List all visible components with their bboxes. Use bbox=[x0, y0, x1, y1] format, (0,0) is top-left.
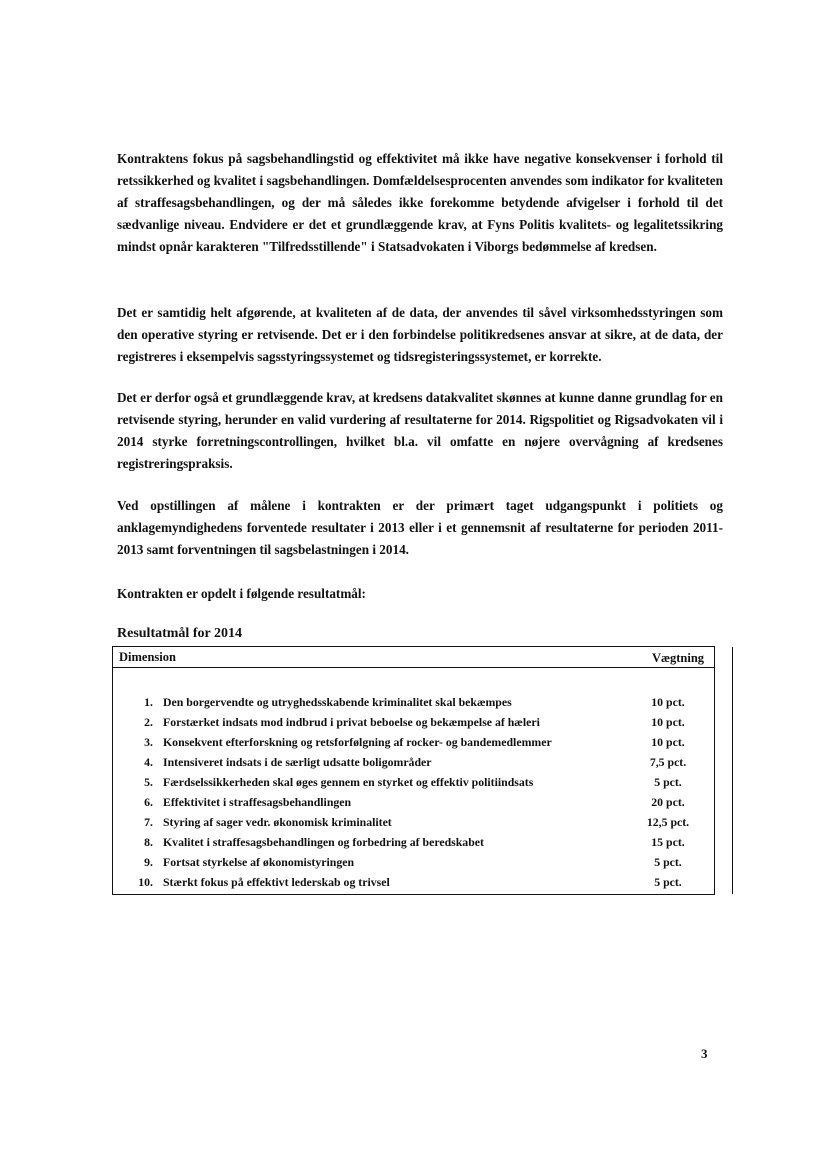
row-weight: 5 pct. bbox=[654, 775, 682, 789]
table-row bbox=[113, 815, 714, 835]
table-header-dimension: Dimension bbox=[119, 650, 176, 664]
table-row bbox=[113, 775, 714, 795]
table-row bbox=[113, 715, 714, 735]
row-dimension: Styring af sager vedr. økonomisk kriminalitet bbox=[163, 815, 392, 829]
row-number: 10. bbox=[138, 875, 153, 889]
table-row bbox=[113, 795, 714, 815]
table-row bbox=[113, 835, 714, 855]
row-weight: 20 pct. bbox=[651, 795, 685, 809]
table-header-divider bbox=[113, 667, 714, 668]
row-number: 3. bbox=[144, 735, 153, 749]
row-number: 1. bbox=[144, 695, 153, 709]
table-row bbox=[113, 855, 714, 875]
row-weight: 10 pct. bbox=[651, 695, 685, 709]
page-number: 3 bbox=[701, 1046, 708, 1061]
paragraph-intro-goals: Kontrakten er opdelt i følgende resultatmål: bbox=[117, 586, 366, 601]
row-dimension: Konsekvent efterforskning og retsforfølgning af rocker- og bandemedlemmer bbox=[163, 735, 552, 749]
paragraph-quality: Kontraktens fokus på sagsbehandlingstid og effektivitet må ikke have negative konsekvenser i forhold til retssikkerhed og kvalitet i sagsbehandlingen. Domfældelsesprocenten anvendes som indikator for kvaliteten af straffesagsbehandlingen, og der må således ikke forekomme betydende afvigelser i forhold til det sædvanlige niveau. Endvidere er det et grundlæggende krav, at Fyns Politis kvalitets- og legalitetssikring mindst opnår karakteren "Tilfredsstillende" i Statsadvokaten i Viborgs bedømmelse af kredsen. bbox=[117, 151, 723, 254]
row-number: 7. bbox=[144, 815, 153, 829]
row-weight: 7,5 pct. bbox=[649, 755, 687, 769]
row-number: 2. bbox=[144, 715, 153, 729]
table-column-divider bbox=[732, 647, 733, 894]
table-row bbox=[113, 695, 714, 715]
table-row bbox=[113, 875, 714, 895]
paragraph-baseline: Ved opstillingen af målene i kontrakten er der primært taget udgangspunkt i politiets og anklagemyndighedens forventede resultater i 2013 eller i et gennemsnit af resultaterne for perioden 2011-2013 samt forventningen til sagsbelastningen i 2014. bbox=[117, 498, 723, 557]
row-number: 5. bbox=[144, 775, 153, 789]
row-dimension: Færdselssikkerheden skal øges gennem en styrket og effektiv politiindsats bbox=[163, 775, 534, 789]
row-dimension: Intensiveret indsats i de særligt udsatte boligområder bbox=[163, 755, 432, 769]
row-number: 9. bbox=[144, 855, 153, 869]
row-weight: 15 pct. bbox=[651, 835, 685, 849]
table-row bbox=[113, 735, 714, 755]
row-dimension: Forstærket indsats mod indbrud i privat beboelse og bekæmpelse af hæleri bbox=[163, 715, 540, 729]
row-dimension: Den borgervendte og utryghedsskabende kriminalitet skal bekæmpes bbox=[163, 695, 512, 709]
row-weight: 10 pct. bbox=[651, 735, 685, 749]
row-dimension: Fortsat styrkelse af økonomistyringen bbox=[163, 855, 355, 869]
table-header-weight: Vægtning bbox=[651, 651, 705, 665]
row-weight: 5 pct. bbox=[654, 875, 682, 889]
row-number: 6. bbox=[144, 795, 153, 809]
row-dimension: Stærkt fokus på effektivt lederskab og trivsel bbox=[163, 875, 390, 889]
row-weight: 12,5 pct. bbox=[646, 815, 690, 829]
paragraph-requirement: Det er derfor også et grundlæggende krav, at kredsens datakvalitet skønnes at kunne danne grundlag for en retvisende styring, herunder en valid vurdering af resultaterne for 2014. Rigspolitiet og Rigsadvokaten vil i 2014 styrke forretningscontrollingen, hvilket bl.a. vil omfatte en nøjere overvågning af kredsenes registreringspraksis. bbox=[117, 390, 723, 471]
row-dimension: Effektivitet i straffesagsbehandlingen bbox=[163, 795, 352, 809]
row-number: 8. bbox=[144, 835, 153, 849]
section-title: Resultatmål for 2014 bbox=[117, 626, 242, 641]
table-row bbox=[113, 755, 714, 775]
row-weight: 10 pct. bbox=[651, 715, 685, 729]
row-dimension: Kvalitet i straffesagsbehandlingen og forbedring af beredskabet bbox=[163, 835, 484, 849]
row-number: 4. bbox=[144, 755, 153, 769]
goals-table bbox=[112, 646, 715, 895]
row-weight: 5 pct. bbox=[654, 855, 682, 869]
paragraph-data-quality: Det er samtidig helt afgørende, at kvaliteten af de data, der anvendes til såvel virksomhedsstyringen som den operative styring er retvisende. Det er i den forbindelse politikredsenes ansvar at sikre, at de data, der registreres i eksempelvis sagsstyringssystemet og tidsregisteringssystemet, er korrekte. bbox=[117, 305, 723, 364]
